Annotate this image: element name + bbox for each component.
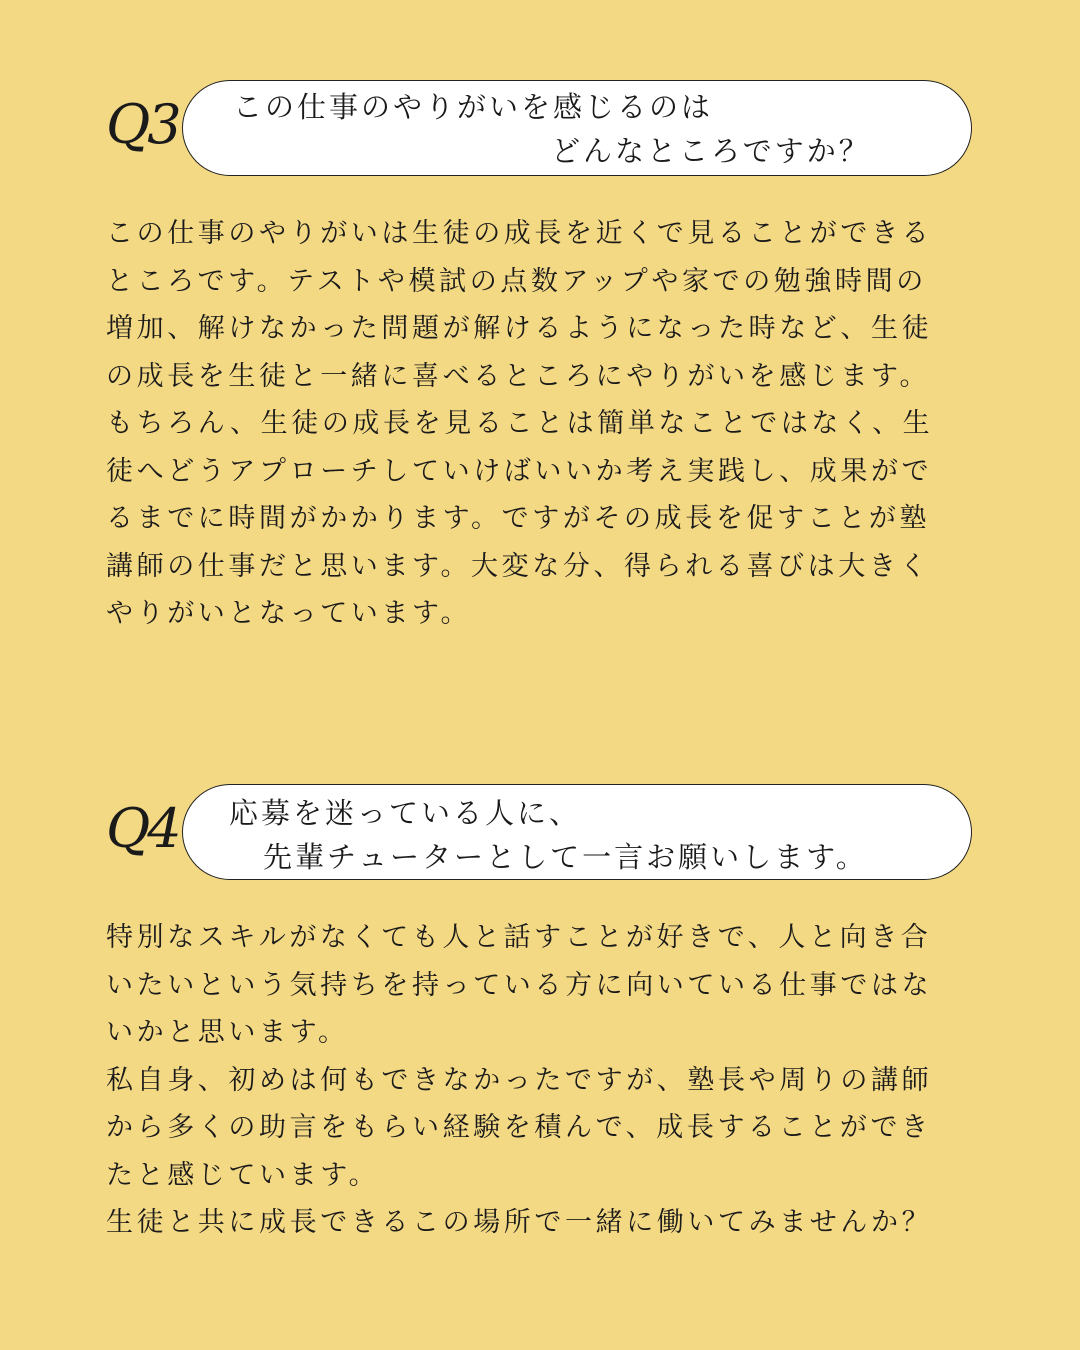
answer-line: もちろん、生徒の成長を見ることは簡単なことではなく、生 (106, 408, 934, 439)
answer-line: 特別なスキルがなくても人と話すことが好きで、人と向き合 (106, 922, 932, 953)
question-bubble-q4 (182, 784, 972, 880)
answer-line: 徒へどうアプローチしていけばいいか考え実践し、成果がで (106, 455, 933, 487)
answer-line: やりがいとなっています。 (106, 598, 472, 629)
question-text-line-2: どんなところですか？ (551, 134, 871, 168)
answer-line: たと感じています。 (106, 1159, 380, 1191)
answer-line: 私自身、初めは何もできなかったですが、塾長や周りの講師 (106, 1064, 933, 1096)
answer-line: 講師の仕事だと思います。大変な分、得られる喜びは大きく (106, 550, 931, 582)
answer-line: から多くの助言をもらい経験を積んで、成長することができ (106, 1112, 932, 1143)
question-text-line-1: 応募を迷っている人に、 (229, 796, 582, 830)
question-text-line-2: 先輩チューターとして一言お願いします。 (263, 840, 868, 874)
question-text-line-1: この仕事のやりがいを感じるのは (233, 90, 714, 124)
answer-line: るまでに時間がかかります。ですがその成長を促すことが塾 (106, 503, 931, 534)
answer-line: いたいという気持ちを持っている方に向いている仕事ではな (106, 969, 933, 1001)
question-number-q4: Q4 (106, 797, 179, 860)
answer-line: 生徒と共に成長できるこの場所で一緒に働いてみませんか？ (106, 1207, 933, 1238)
question-bubble-q3 (182, 80, 972, 176)
answer-text-q4 (106, 914, 956, 1247)
answer-line: いかと思います。 (106, 1017, 349, 1048)
question-number-q3: Q3 (106, 93, 179, 156)
answer-line: この仕事のやりがいは生徒の成長を近くで見ることができる (106, 218, 933, 249)
answer-text-q3 (106, 210, 956, 638)
answer-line: 増加、解けなかった問題が解けるようになった時など、生徒 (106, 313, 933, 344)
answer-line: の成長を生徒と一緒に喜べるところにやりがいを感じます。 (106, 360, 931, 392)
answer-line: ところです。テストや模試の点数アップや家での勉強時間の (106, 265, 927, 297)
